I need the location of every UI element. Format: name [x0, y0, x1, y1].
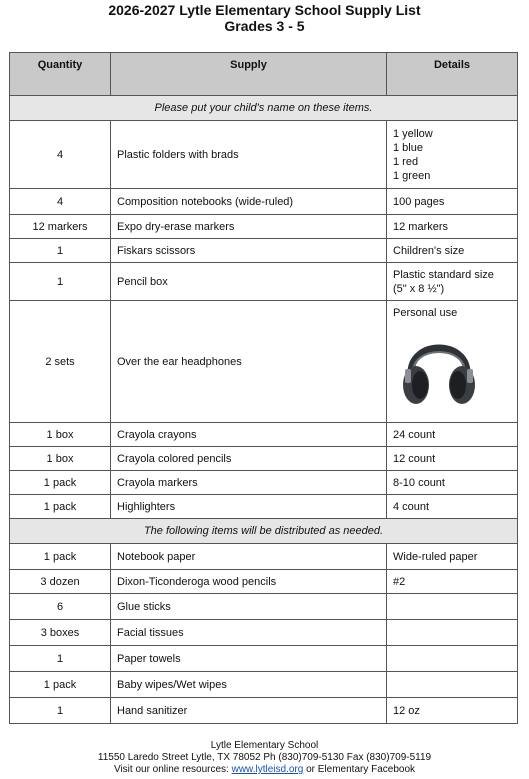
quantity-cell: 1: [10, 646, 111, 672]
supply-cell: Plastic folders with brads: [111, 121, 387, 189]
footer-resources-prefix: Visit our online resources:: [113, 764, 232, 775]
supply-cell: Over the ear headphones: [111, 301, 387, 423]
details-cell: [387, 121, 518, 189]
supply-cell: Crayola markers: [111, 471, 387, 495]
quantity-cell: 1 pack: [10, 544, 111, 570]
supply-cell: Expo dry-erase markers: [111, 215, 387, 239]
table-row: [10, 301, 518, 423]
table-row: [10, 239, 518, 263]
details-line: Plastic standard size: [393, 268, 494, 281]
supply-table: [9, 52, 518, 724]
quantity-cell: 1 pack: [10, 672, 111, 698]
supply-cell: Dixon-Ticonderoga wood pencils: [111, 570, 387, 594]
table-row: [10, 215, 518, 239]
table-row: [10, 263, 518, 301]
table-row: [10, 672, 518, 698]
details-cell: [387, 594, 518, 620]
quantity-cell: 2 sets: [10, 301, 111, 423]
note-text: The following items will be distributed as needed.: [10, 519, 518, 544]
supply-cell: Highlighters: [111, 495, 387, 519]
table-row: [10, 471, 518, 495]
table-header-row: [10, 53, 518, 96]
supply-cell: Composition notebooks (wide-ruled): [111, 189, 387, 215]
table-row: [10, 570, 518, 594]
quantity-cell: 6: [10, 594, 111, 620]
headphones-icon: [397, 325, 481, 409]
table-row: [10, 544, 518, 570]
column-header-supply: Supply: [111, 53, 387, 96]
details-cell: [387, 301, 518, 423]
footer-resources-suffix: or Elementary Facebook: [303, 764, 416, 775]
details-cell: Wide-ruled paper: [387, 544, 518, 570]
note-row-distributed: [10, 519, 518, 544]
website-link[interactable]: www.lytleisd.org: [231, 764, 304, 775]
details-cell: [387, 620, 518, 646]
column-header-quantity: Quantity: [10, 53, 111, 96]
details-line: 1 yellow: [393, 127, 433, 140]
quantity-cell: 1: [10, 698, 111, 724]
details-cell: 12 markers: [387, 215, 518, 239]
quantity-cell: 4: [10, 121, 111, 189]
details-cell: 12 oz: [387, 698, 518, 724]
table-row: [10, 423, 518, 447]
quantity-cell: 12 markers: [10, 215, 111, 239]
details-line: 1 red: [393, 155, 419, 168]
details-cell: 4 count: [387, 495, 518, 519]
quantity-cell: 1 box: [10, 423, 111, 447]
details-line: 1 blue: [393, 141, 423, 154]
supply-cell: Notebook paper: [111, 544, 387, 570]
note-row-name-items: [10, 96, 518, 121]
table-row: [10, 189, 518, 215]
quantity-cell: 3 dozen: [10, 570, 111, 594]
table-row: [10, 698, 518, 724]
details-cell: 24 count: [387, 423, 518, 447]
details-line: Personal use: [393, 307, 458, 319]
supply-cell: Paper towels: [111, 646, 387, 672]
page-title: 2026-2027 Lytle Elementary School Supply List: [108, 2, 421, 18]
table-row: [10, 620, 518, 646]
column-header-details: Details: [387, 53, 518, 96]
table-row: [10, 646, 518, 672]
quantity-cell: 1 pack: [10, 471, 111, 495]
table-row: [10, 447, 518, 471]
quantity-cell: 1: [10, 263, 111, 301]
details-cell: Children's size: [387, 239, 518, 263]
details-cell: [387, 646, 518, 672]
supply-cell: Fiskars scissors: [111, 239, 387, 263]
quantity-cell: 3 boxes: [10, 620, 111, 646]
details-line: 1 green: [393, 169, 431, 182]
details-line: (5" x 8 ½"): [393, 282, 445, 295]
details-cell: [387, 263, 518, 301]
supply-cell: Crayola crayons: [111, 423, 387, 447]
quantity-cell: 1 box: [10, 447, 111, 471]
supply-cell: Facial tissues: [111, 620, 387, 646]
table-row: [10, 121, 518, 189]
supply-cell: Glue sticks: [111, 594, 387, 620]
quantity-cell: 1: [10, 239, 111, 263]
supply-cell: Pencil box: [111, 263, 387, 301]
details-cell: [387, 672, 518, 698]
supply-cell: Baby wipes/Wet wipes: [111, 672, 387, 698]
details-cell: 12 count: [387, 447, 518, 471]
footer-school-name: Lytle Elementary School: [210, 740, 319, 751]
footer-resources: [0, 764, 529, 776]
details-cell: 100 pages: [387, 189, 518, 215]
supply-cell: Hand sanitizer: [111, 698, 387, 724]
note-text: Please put your child's name on these items.: [10, 96, 518, 121]
quantity-cell: 1 pack: [10, 495, 111, 519]
page-subtitle: Grades 3 - 5: [224, 18, 305, 34]
quantity-cell: 4: [10, 189, 111, 215]
table-row: [10, 594, 518, 620]
details-cell: #2: [387, 570, 518, 594]
details-cell: 8-10 count: [387, 471, 518, 495]
footer-address: 11550 Laredo Street Lytle, TX 78052 Ph (830)709-5130 Fax (830)709-5119: [97, 752, 432, 763]
supply-cell: Crayola colored pencils: [111, 447, 387, 471]
table-row: [10, 495, 518, 519]
